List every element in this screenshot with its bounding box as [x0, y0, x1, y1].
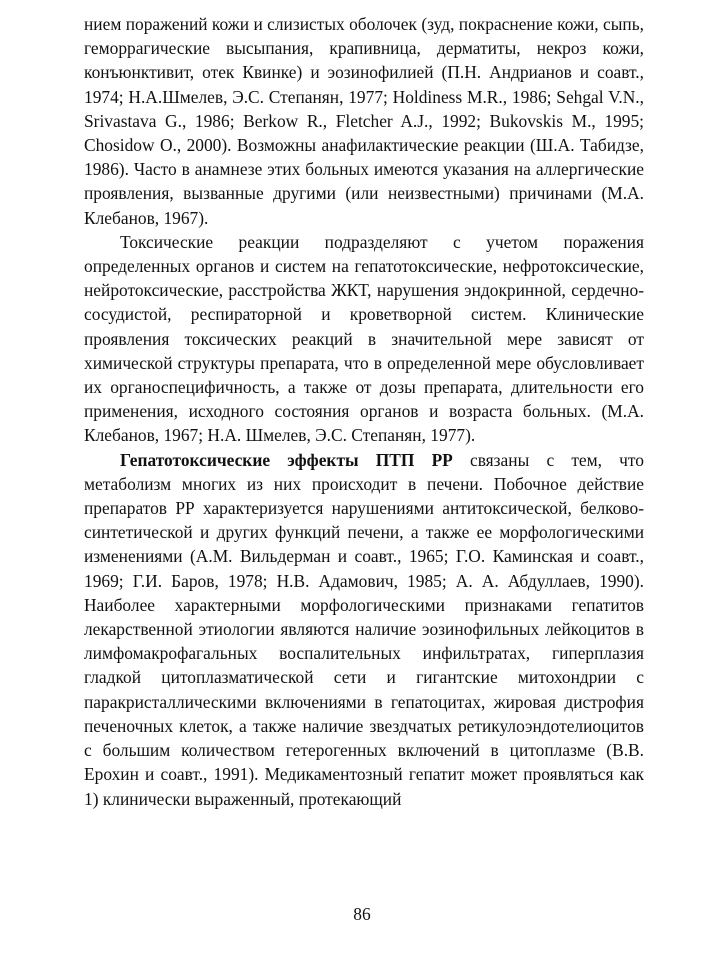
paragraph-3 [84, 448, 644, 811]
paragraph-3-lead: Гепатотоксические эффекты ПТП РР [120, 449, 453, 470]
paragraph-1-text: нием поражений кожи и слизистых оболочек (зуд, покраснение кожи, сыпь, геморрагические высыпания, крапивница, дерматиты, некроз кожи, конъюнктивит, отек Квинке) и эозинофилией (П.Н. Андрианов и соавт., 1974; Н.А.Шмелев, Э.С. Степанян, 1977; Holdiness M.R., 1986; Sehgal V.N., Srivastava G., 1986; Berkow R., Fletcher A.J., 1992; Bukovskis M., 1995; Chosidow O., 2000). Возможны анафилактические реакции (Ш.А. Табидзе, 1986). Часто в анамнезе этих больных имеются указания на аллергические проявления, вызванные другими (или неизвестными) причинами (М.А. Клебанов, 1967). [84, 14, 644, 228]
paragraph-1 [84, 12, 644, 230]
page-number: 86 [353, 904, 371, 924]
page-body [84, 12, 644, 811]
paragraph-2 [84, 230, 644, 448]
paragraph-2-text: Токсические реакции подразделяют с учетом поражения определенных органов и систем на гепатотоксические, нефротоксические, нейротоксические, расстройства ЖКТ, нарушения эндокринной, сердечно-сосудистой, респираторной и кроветворной систем. Клинические проявления токсических реакций в значительной мере зависят от химической структуры препарата, что в определенной мере обусловливает их органоспецифичность, а также от дозы препарата, длительности его применения, исходного состояния органов и возраста больных. (М.А. Клебанов, 1967; Н.А. Шмелев, Э.С. Степанян, 1977). [84, 231, 644, 446]
paragraph-3-text: связаны с тем, что метаболизм многих из них происходит в печени. Побочное действие препаратов РР характеризуется нарушениями антитоксической, белково-синтетической и других функций печени, а также ее морфологическими изменениями (А.М. Вильдерман и соавт., 1965; Г.О. Каминская и соавт., 1969; Г.И. Баров, 1978; Н.В. Адамович, 1985; А. А. Абдуллаев, 1990). Наиболее характерными морфологическими признаками гепатитов лекарственной этиологии являются наличие эозинофильных лейкоцитов в лимфомакрофагальных воспалительных инфильтратах, гиперплазия гладкой цитоплазматической сети и гигантские митохондрии с паракристаллическими включениями в гепатоцитах, жировая дистрофия печеночных клеток, а также наличие звездчатых ретикулоэндотелиоцитов с большим количеством гетерогенных включений в цитоплазме (В.В. Ерохин и соавт., 1991). Медикаментозный гепатит может проявляться как 1) клинически выраженный, протекающий [84, 449, 644, 809]
